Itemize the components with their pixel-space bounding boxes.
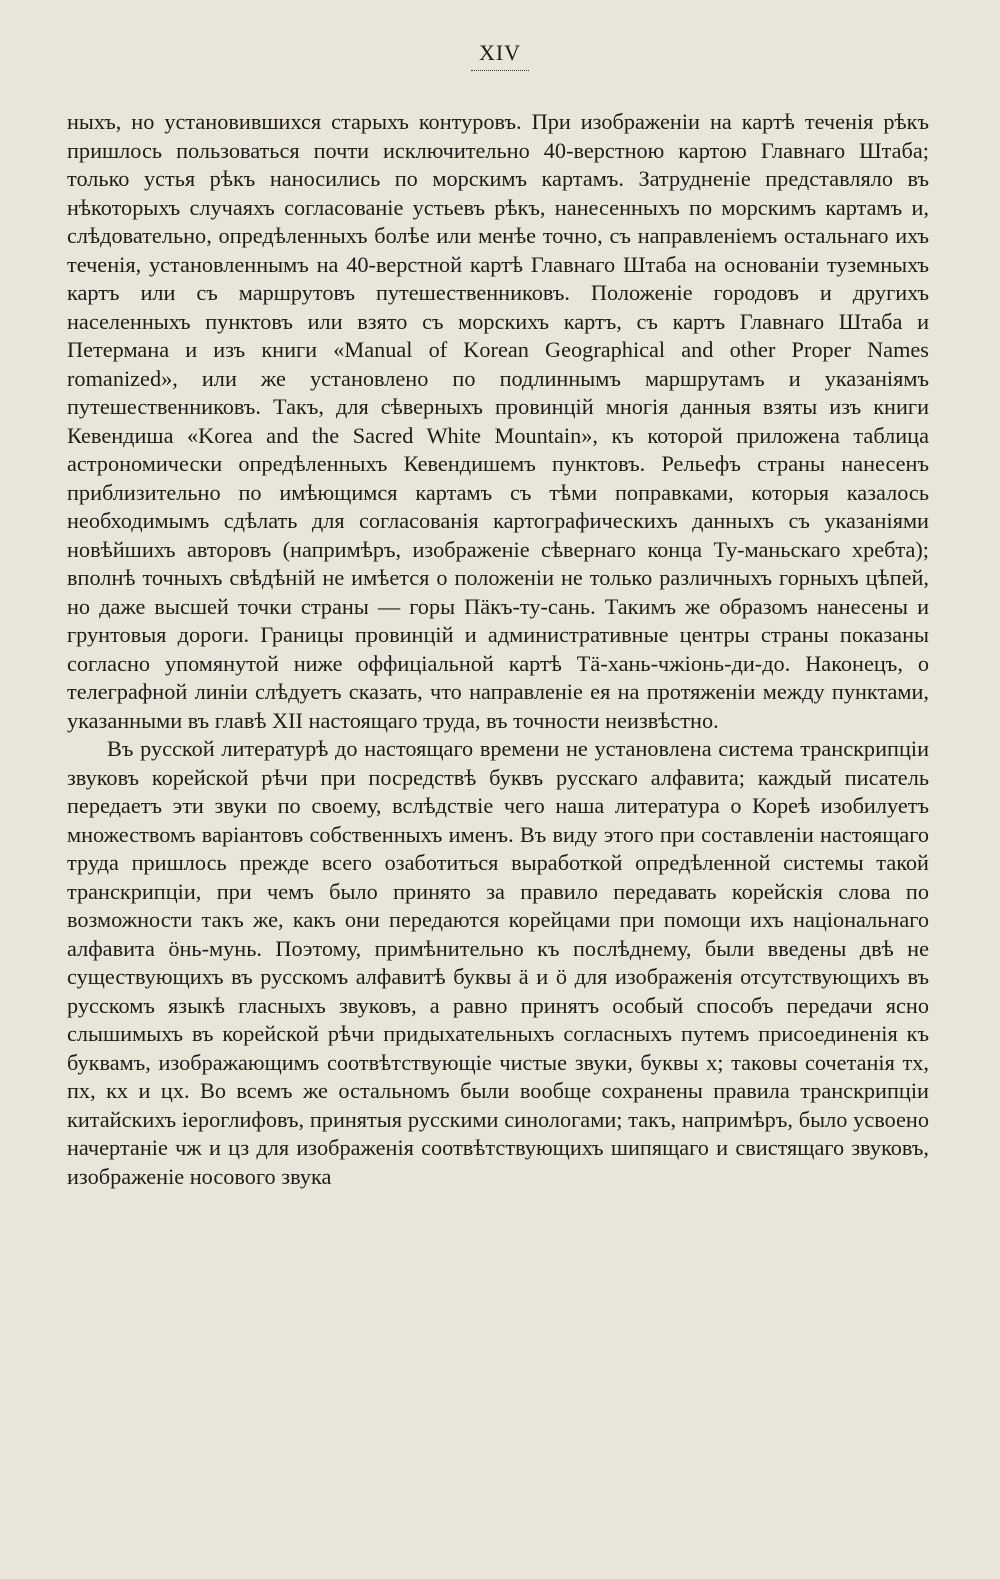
paragraph-transcription: Въ русской литературѣ до настоящаго времени не установлена система транскрипцiи звуковъ корейской рѣчи при посредствѣ буквъ русскаго алфавита; каждый писатель передаетъ эти звуки по своему, вслѣдствiе чего наша литература о Кореѣ изобилуетъ множествомъ варiантовъ собственныхъ именъ. Въ виду этого при составленiи настоящаго труда пришлось прежде всего озаботиться выработкой опредѣленной системы такой транскрипцiи, при чемъ было принято за правило передавать корейскiя слова по возможности такъ же, какъ они передаются корейцами при помощи ихъ нацiональнаго алфавита öнь-мунь. Поэтому, примѣнительно къ послѣднему, были введены двѣ не существующихъ въ русскомъ алфавитѣ буквы ä и ö для изображенiя отсутствующихъ въ русскомъ языкѣ гласныхъ звуковъ, а равно принятъ особый способъ передачи ясно слышимыхъ въ корейской рѣчи придыхательныхъ согласныхъ путемъ присоединенiя къ буквамъ, изображающимъ соотвѣтствующiе чистые звуки, буквы х; таковы сочетанiя тх, пх, кх и цх. Во всемъ же остальномъ были вообще сохранены правила транскрипцiи китайскихъ iероглифовъ, принятыя русскими синологами; такъ, напримѣръ, было усвоено начертанiе чж и цз для изображенiя соотвѣтствующихъ шипящаго и свистящаго звуковъ, изображенiе носового звука (67, 736, 929, 1189)
body-text (67, 108, 929, 1191)
page-number: XIV (471, 40, 529, 71)
page-header (0, 40, 1000, 71)
paragraph-continued: ныхъ, но установившихся старыхъ контуровъ. При изображенiи на картѣ теченiя рѣкъ пришлось пользоваться почти исключительно 40-верстною картою Главнаго Штаба; только устья рѣкъ наносились по морскимъ картамъ. Затрудненiе представляло въ нѣкоторыхъ случаяхъ согласованiе устьевъ рѣкъ, нанесенныхъ по морскимъ картамъ и, слѣдовательно, опредѣленныхъ болѣе или менѣе точно, съ направленiемъ остальнаго ихъ теченiя, установленнымъ на 40-верстной картѣ Главнаго Штаба на основанiи туземныхъ картъ или съ маршрутовъ путешественниковъ. Положенiе городовъ и другихъ населенныхъ пунктовъ или взято съ морскихъ картъ, съ картъ Главнаго Штаба и Петермана и изъ книги «Manual of Korean Geographical and other Proper Names romanized», или же установлено по подлиннымъ маршрутамъ и указанiямъ путешественниковъ. Такъ, для сѣверныхъ провинцiй многiя данныя взяты изъ книги Кевендиша «Korea and the Sacred White Mountain», къ которой приложена таблица астрономически опредѣленныхъ Кевендишемъ пунктовъ. Рельефъ страны нанесенъ приблизительно по имѣющимся картамъ съ тѣми поправками, которыя казалось необходимымъ сдѣлать для согласованiя картографическихъ данныхъ съ указанiями новѣйшихъ авторовъ (напримѣръ, изображенiе сѣвернаго конца Ту-маньскаго хребта); вполнѣ точныхъ свѣдѣнiй не имѣется о положенiи не только различныхъ горныхъ цѣпей, но даже высшей точки страны — горы Пäкъ-ту-сань. Такимъ же образомъ нанесены и грунтовыя дороги. Границы провинцiй и административные центры страны показаны согласно упомянутой ниже оффицiальной картѣ Тä-хань-чжiонь-ди-до. Наконецъ, о телеграфной линiи слѣдуетъ сказать, что направленiе ея на протяженiи между пунктами, указанными въ главѣ XII настоящаго труда, въ точности неизвѣстно. (67, 109, 929, 733)
